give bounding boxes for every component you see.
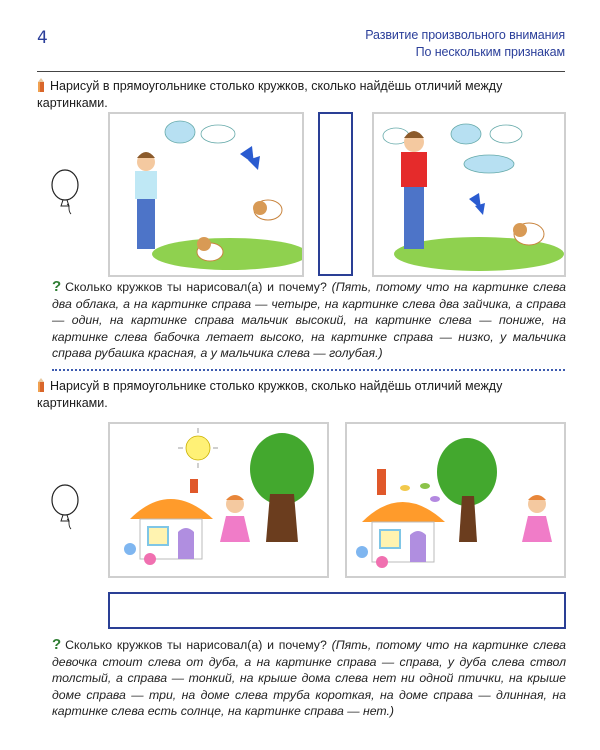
header-divider [37,71,565,72]
question-mark-icon: ? [52,636,62,653]
balloon-icon [50,483,82,535]
section-divider [52,369,565,371]
exercise-2-instruction: Нарисуй в прямоугольнике столько кружков, сколько найдёшь отличий между картинками. [37,379,503,410]
picture-2-boy-red-shirt [372,112,566,277]
exercise-2-answer: ? Сколько кружков ты нарисовал(а) и почему? (Пять, потому что на картинке слева девочка стоит слева от дуба, а на картинке справа — справа, у дуба слева ствол толстый, а справа — тонкий, на крыше дома слева нет ни одной птички, на крыше доме справа — три, на доме слева труба короткая, на доме справа — длинная, на картинке слева есть солнце, на картинке справа — нет.) [52,636,567,718]
pencil-icon [37,78,45,92]
exercise-1-instruction: Нарисуй в прямоугольнике столько кружков, сколько найдёшь отличий между картинками. [37,79,503,110]
exercise-1-answer: ? Сколько кружков ты нарисовал(а) и почему? (Пять, потому что на картинке слева два облака, а на картинке справа — четыре, на картинке слева два зайчика, а справа — один, на картинке справа мальчик высокий, на картинке слева — пониже, на картинке слева бабочка летает высоко, на картинке справа — низко, у мальчика справа рубашка красная, а у мальчика слева — голубая.) [52,278,567,360]
answer-box-horizontal[interactable] [108,592,566,629]
balloon-icon [50,168,82,220]
section-title: Развитие произвольного внимания [365,28,565,42]
picture-3-house-with-sun [108,422,329,578]
question-mark-icon: ? [52,278,62,295]
subsection-title: По нескольким признакам [415,45,565,59]
answer-box-vertical[interactable] [318,112,353,276]
picture-1-boy-blue-shirt [108,112,304,277]
page-header [365,27,565,61]
pencil-icon [37,378,45,392]
page-number: 4 [37,28,48,48]
picture-4-house-with-birds [345,422,566,578]
